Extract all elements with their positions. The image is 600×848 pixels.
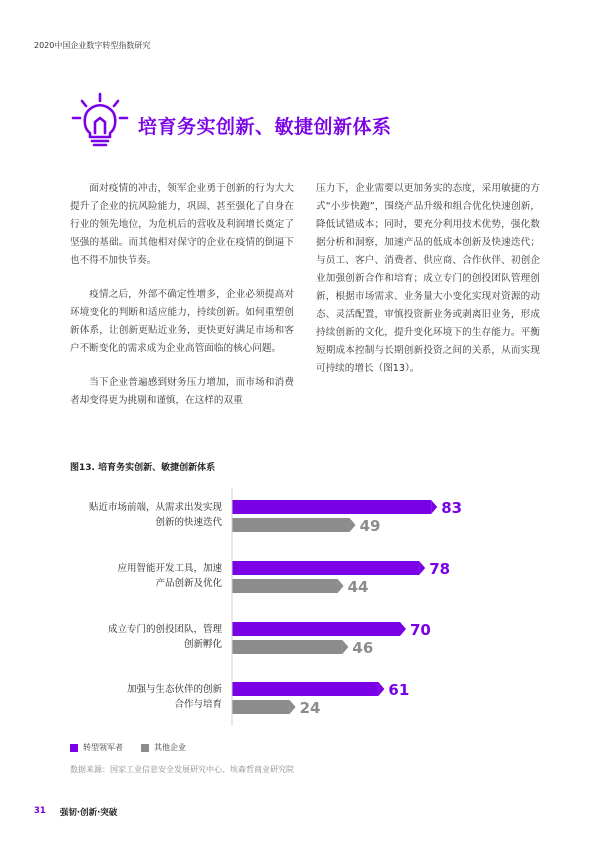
legend-swatch [141, 744, 149, 752]
legend-swatch [70, 744, 78, 752]
category-label-line: 创新孵化 [183, 639, 222, 650]
bar-leaders [232, 561, 419, 575]
data-label: 24 [299, 699, 321, 717]
running-header: 2020中国企业数字转型指数研究 [34, 41, 151, 50]
data-label: 70 [410, 621, 431, 639]
data-label: 61 [388, 681, 410, 699]
category-label-line: 成立专门的创投团队，管理 [107, 624, 222, 635]
bar-tip [419, 561, 425, 575]
bar-tip [400, 622, 406, 636]
body-left-column [70, 180, 294, 426]
bar-leaders [232, 682, 378, 696]
category-label [89, 501, 223, 528]
paragraph: 面对疫情的冲击，领军企业勇于创新的行为大大提升了企业的抗风险能力，巩固、甚至强化了自身在行业的领先地位，为危机后的营收及利润增长奠定了坚强的基础。而其他相对保守的企业在疫情的倒逼下也不得不加快节奏。 [70, 183, 294, 266]
chart-legend [70, 742, 186, 753]
section-title: 培育务实创新、敏捷创新体系 [138, 116, 392, 138]
body-right-column [316, 180, 540, 394]
lightbulb-icon [70, 92, 130, 152]
bar-tip [338, 579, 344, 593]
bar-tip [342, 640, 348, 654]
bar-others [232, 640, 342, 654]
footer-text: 强韧·创新·突破 [59, 808, 118, 818]
category-label-line: 创新的快速迭代 [155, 517, 222, 528]
bar-chart [60, 478, 480, 728]
legend-label: 其他企业 [154, 743, 186, 752]
category-label [127, 683, 223, 710]
category-label [117, 562, 222, 589]
bar-others [232, 518, 350, 532]
bar-tip [350, 518, 356, 532]
data-label: 78 [429, 560, 451, 578]
paragraph: 压力下，企业需要以更加务实的态度，采用敏捷的方式“小步快跑”，围绕产品升级和组合优化快速创新，降低试错成本；同时，要充分利用技术优势，强化数据分析和洞察，加速产品的低成本创新及快速迭代；与员工、客户、消费者、供应商、合作伙伴、初创企业加强创新合作和培育；成立专门的创投团队管理创新，根据市场需求、业务量大小变化实现对资源的动态、灵活配置，审慎投资新业务或剥离旧业务，形成持续创新的文化，提升变化环境下的生存能力。平衡短期成本控制与长期创新投资之间的关系，从而实现可持续的增长（图13）。 [316, 183, 540, 374]
bar-leaders [232, 500, 431, 514]
bar-tip [431, 500, 437, 514]
bar-leaders [232, 622, 400, 636]
legend-label: 转型领军者 [83, 743, 123, 752]
category-label-line: 合作与培育 [174, 699, 222, 710]
bar-tip [290, 700, 296, 714]
data-label: 49 [359, 517, 381, 535]
category-label-line: 应用智能开发工具，加速 [117, 563, 222, 574]
data-label: 44 [347, 578, 369, 596]
category-label-line: 加强与生态伙伴的创新 [126, 684, 222, 695]
legend-item-others [141, 742, 186, 753]
data-label: 83 [441, 499, 463, 517]
page-number: 31 [34, 806, 46, 816]
category-label [108, 623, 223, 650]
paragraph: 当下企业普遍感到财务压力增加，而市场和消费者却变得更为挑剔和谨慎，在这样的双重 [70, 377, 294, 406]
data-label: 46 [352, 639, 374, 657]
page-footer [34, 806, 117, 818]
category-label-line: 产品创新及优化 [155, 578, 222, 589]
legend-item-leaders [70, 742, 123, 753]
bar-others [232, 700, 290, 714]
data-source: 数据来源：国家工业信息安全发展研究中心、埃森哲商业研究院 [70, 765, 294, 774]
bar-tip [378, 682, 384, 696]
figure-title: 图13. 培育务实创新、敏捷创新体系 [70, 463, 216, 473]
paragraph: 疫情之后，外部不确定性增多，企业必须提高对环境变化的判断和适应能力，持续创新。如何重塑创新体系，让创新更贴近业务，更快更好满足市场和客户不断变化的需求成为企业高管面临的核心问题。 [70, 289, 294, 354]
category-label-line: 贴近市场前端，从需求出发实现 [88, 502, 222, 513]
bar-others [232, 579, 338, 593]
